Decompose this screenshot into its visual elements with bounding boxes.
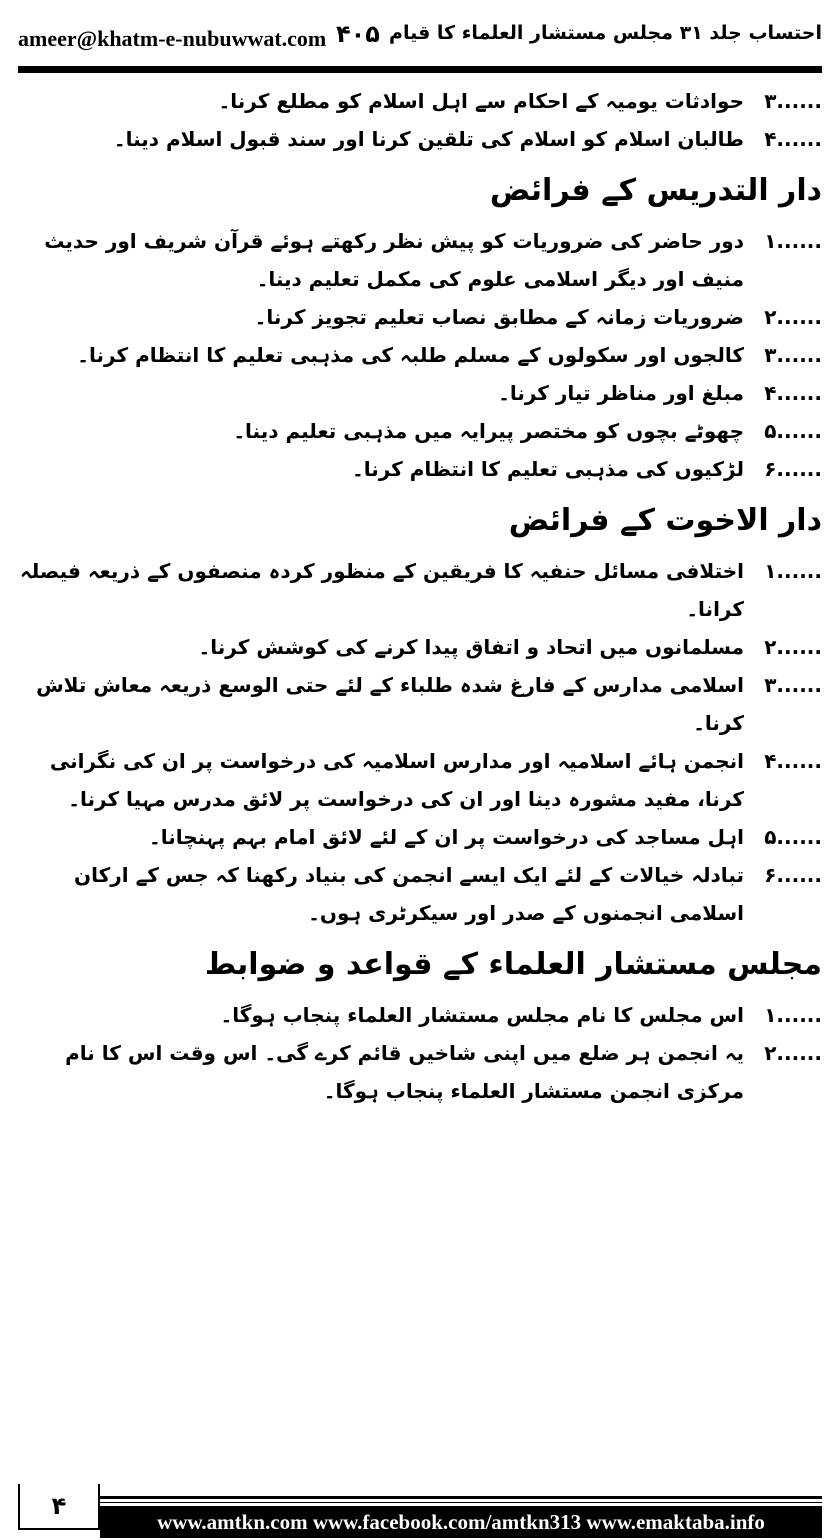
list-item — [18, 628, 822, 666]
item-number: ۱...... — [764, 1003, 822, 1027]
section-heading: مجلس مستشار العلماء کے قواعد و ضوابط — [204, 947, 822, 982]
section-continued — [18, 82, 822, 158]
list-item — [18, 336, 822, 374]
section-heading: دار التدریس کے فرائض — [489, 173, 822, 208]
item-text: حوادثات یومیہ کے احکام سے اہل اسلام کو مطلع کرنا۔ — [218, 89, 744, 113]
item-text: دور حاضر کی ضروریات کو پیش نظر رکھتے ہوئے قرآن شریف اور حدیث منیف اور دیگر اسلامی علوم کی مکمل تعلیم دینا۔ — [44, 229, 744, 291]
list-item — [18, 996, 822, 1034]
item-text: انجمن ہائے اسلامیہ اور مدارس اسلامیہ کی درخواست پر ان کی نگرانی کرنا، مفید مشورہ دینا اور ان کی درخواست پر لائق مدرس مہیا کرنا۔ — [49, 749, 744, 811]
item-text: اختلافی مسائل حنفیہ کا فریقین کے منظور کردہ منصفوں کے ذریعہ فیصلہ کرانا۔ — [20, 559, 744, 621]
item-number: ۱...... — [764, 229, 822, 253]
item-text: مبلغ اور مناظر تیار کرنا۔ — [498, 381, 744, 405]
item-text: اس مجلس کا نام مجلس مستشار العلماء پنجاب ہوگا۔ — [220, 1003, 744, 1027]
item-number: ۶...... — [764, 863, 822, 887]
item-number: ۴...... — [764, 127, 822, 151]
item-number: ۳...... — [764, 673, 822, 697]
item-number: ۴...... — [764, 381, 822, 405]
item-text: مسلمانوں میں اتحاد و اتفاق پیدا کرنے کی کوشش کرنا۔ — [198, 635, 744, 659]
item-number: ۵...... — [764, 419, 822, 443]
list-item — [18, 552, 822, 628]
item-number: ۱...... — [764, 559, 822, 583]
footer-rule — [100, 1496, 822, 1499]
item-text: ضروریات زمانہ کے مطابق نصاب تعلیم تجویز کرنا۔ — [254, 305, 744, 329]
footer-page-badge: ۴ — [18, 1484, 100, 1530]
list-item — [18, 374, 822, 412]
item-text: اہل مساجد کی درخواست پر ان کے لئے لائق امام بہم پہنچانا۔ — [149, 825, 744, 849]
footer-links: www.amtkn.com www.facebook.com/amtkn313 www.emaktaba.info — [100, 1506, 822, 1538]
item-text: اسلامی مدارس کے فارغ شدہ طلباء کے لئے حتی الوسع ذریعہ معاش تلاش کرنا۔ — [36, 673, 744, 735]
list-item — [18, 298, 822, 336]
section-heading: دار الاخوت کے فرائض — [508, 503, 822, 538]
list-item — [18, 666, 822, 742]
item-text: تبادلہ خیالات کے لئے ایک ایسے انجمن کی بنیاد رکھنا کہ جس کے ارکان اسلامی انجمنوں کے صدر اور سیکرٹری ہوں۔ — [74, 863, 744, 925]
header-email: ameer@khatm-e-nubuwwat.com — [18, 26, 327, 51]
list-item — [18, 82, 822, 120]
list-item — [18, 222, 822, 298]
list-item — [18, 450, 822, 488]
item-number: ۴...... — [764, 749, 822, 773]
section-dar-ul-akhuwwat — [18, 496, 822, 932]
item-number: ۳...... — [764, 343, 822, 367]
item-text: طالبان اسلام کو اسلام کی تلقین کرنا اور سند قبول اسلام دینا۔ — [113, 127, 744, 151]
header-page-number: ۴۰۵ — [336, 20, 380, 48]
item-text: چھوٹے بچوں کو مختصر پیرایہ میں مذہبی تعلیم دینا۔ — [233, 419, 744, 443]
header-rule — [18, 66, 822, 73]
header-title: احتساب جلد ۳۱ مجلس مستشار العلماء کا قیام — [389, 22, 822, 44]
section-dar-ut-tadrees — [18, 166, 822, 488]
list-item — [18, 856, 822, 932]
page-header — [18, 20, 822, 60]
item-number: ۲...... — [764, 1041, 822, 1065]
item-text: لڑکیوں کی مذہبی تعلیم کا انتظام کرنا۔ — [352, 457, 744, 481]
item-text: کالجوں اور سکولوں کے مسلم طلبہ کی مذہبی تعلیم کا انتظام کرنا۔ — [77, 343, 744, 367]
list-item — [18, 818, 822, 856]
item-number: ۵...... — [764, 825, 822, 849]
footer-rule-thin — [100, 1502, 822, 1503]
list-item — [18, 120, 822, 158]
list-item — [18, 1034, 822, 1110]
item-number: ۲...... — [764, 635, 822, 659]
item-number: ۳...... — [764, 89, 822, 113]
item-text: یہ انجمن ہر ضلع میں اپنی شاخیں قائم کرے گی۔ اس وقت اس کا نام مرکزی انجمن مستشار العلماء پنجاب ہوگا۔ — [65, 1041, 744, 1103]
page-body — [18, 82, 822, 1110]
section-rules — [18, 940, 822, 1110]
item-number: ۲...... — [764, 305, 822, 329]
list-item — [18, 742, 822, 818]
item-number: ۶...... — [764, 457, 822, 481]
list-item — [18, 412, 822, 450]
